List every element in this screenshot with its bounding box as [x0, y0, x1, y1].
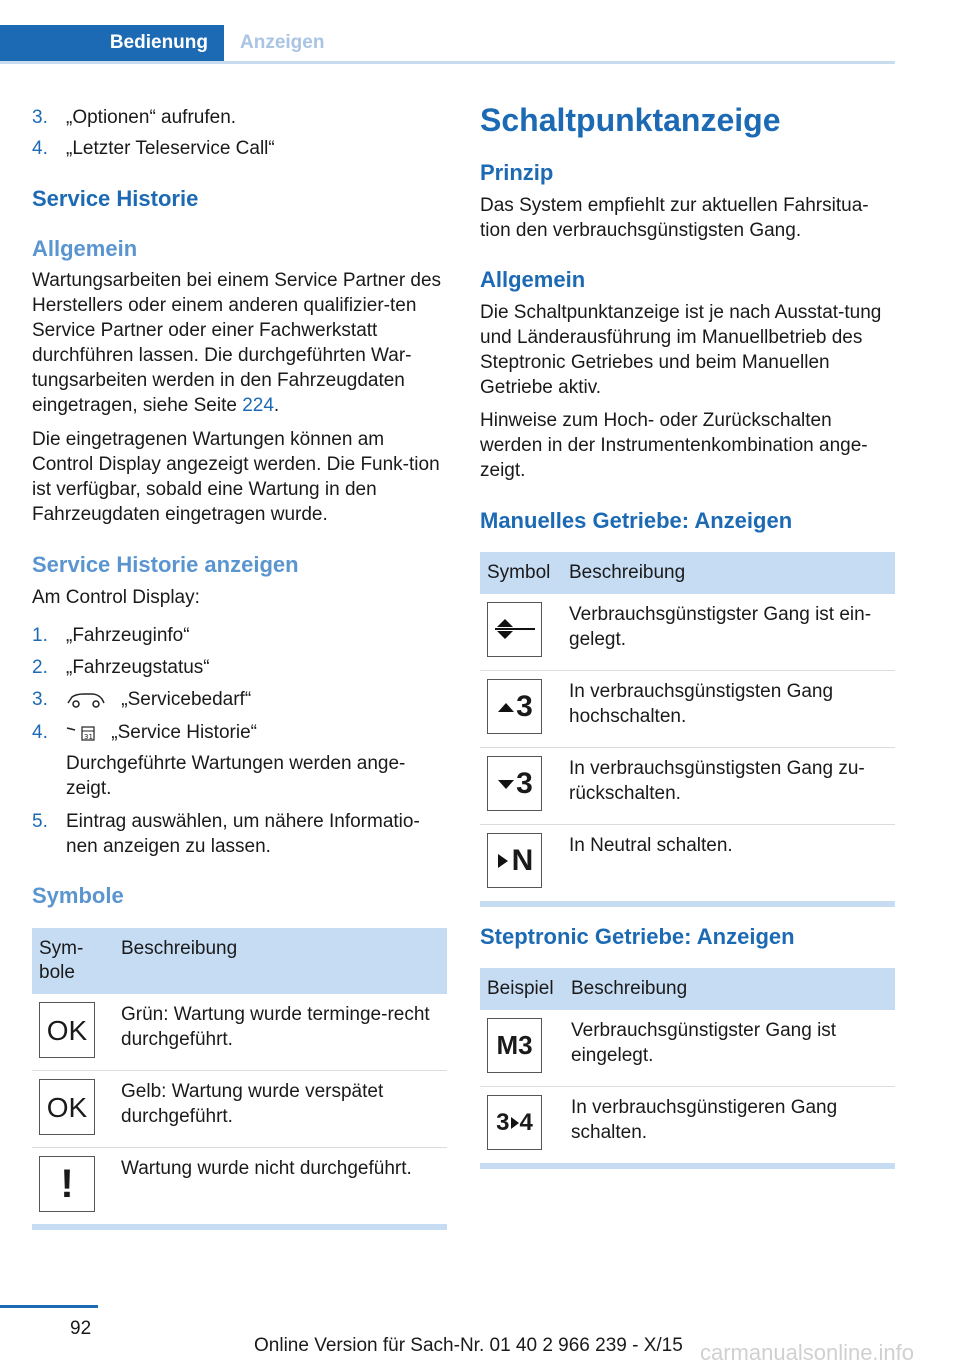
- manuell-heading: Manuelles Getriebe: Anzeigen: [480, 508, 793, 533]
- table-cell: In Neutral schalten.: [562, 825, 895, 905]
- table-cell: Verbrauchsgünstigster Gang ist eingelegt.: [564, 1010, 895, 1087]
- table-header: Symbol: [480, 552, 562, 594]
- table-cell: In verbrauchsgünstigsten Gang hochschalten.: [562, 671, 895, 748]
- table-row: [480, 671, 895, 748]
- table-header: Beispiel: [480, 968, 564, 1010]
- online-version-text: Online Version für Sach-Nr. 01 40 2 966 239 - X/15: [254, 1335, 683, 1356]
- step-number: 3.: [32, 689, 48, 710]
- table-row: [32, 1148, 447, 1228]
- prinzip-heading: Prinzip: [480, 160, 554, 185]
- table-cell: Grün: Wartung wurde terminge-recht durchgeführt.: [114, 994, 447, 1071]
- arrow-right-icon: [496, 852, 510, 870]
- table-cell: Wartung wurde nicht durchgeführt.: [114, 1148, 447, 1228]
- arrow-up-icon: [496, 700, 516, 714]
- calendar-service-icon: [66, 724, 98, 742]
- allgemein-heading: Allgemein: [32, 236, 138, 261]
- table-row: [32, 1071, 447, 1148]
- table-cell-symbol: [480, 1010, 564, 1087]
- watermark: carmanualsonline.info: [700, 1340, 915, 1365]
- gear-optimal-icon: [487, 602, 542, 657]
- prinzip-text: Das System empfiehlt zur aktuellen Fahrsitua-tion den verbrauchsgünstigsten Gang.: [480, 195, 869, 241]
- allgemein-paragraph-2: Die eingetragenen Wartungen können am Control Display angezeigt werden. Die Funk-tion ist verfügbar, sobald eine Wartung in den Fahrzeugdaten eingetragen wurde.: [32, 429, 440, 525]
- step-number: 2.: [32, 657, 48, 678]
- shift-down-icon: 3: [487, 756, 542, 811]
- table-cell-symbol: [32, 1071, 114, 1148]
- list-text: „Optionen“ aufrufen.: [66, 107, 237, 128]
- table-row: [480, 825, 895, 905]
- warning-exclamation-icon: !: [39, 1156, 95, 1212]
- table-row: [480, 1010, 895, 1087]
- ok-green-icon: OK: [39, 1002, 95, 1058]
- table-row: [480, 594, 895, 671]
- steptronic-table: [480, 968, 895, 1169]
- gear-change-icon: 3 4: [487, 1095, 542, 1150]
- anzeigen-intro: Am Control Display:: [32, 587, 200, 608]
- arrow-down-icon: [496, 777, 516, 791]
- table-header: Beschreibung: [564, 968, 895, 1010]
- arrow-right-icon: [510, 1116, 520, 1130]
- anzeigen-heading: Service Historie anzeigen: [32, 552, 299, 577]
- ok-yellow-icon: OK: [39, 1079, 95, 1135]
- allgemein-heading: Allgemein: [480, 267, 586, 292]
- page-number: 92: [70, 1318, 92, 1339]
- step-text: „Fahrzeuginfo“: [66, 625, 190, 646]
- tab-bedienung[interactable]: Bedienung: [0, 25, 224, 61]
- table-cell: Verbrauchsgünstigster Gang ist ein-gelegt.: [562, 594, 895, 671]
- allgemein-text: Wartungsarbeiten bei einem Service Partner des Herstellers oder einem anderen qualifizier-ten Service Partner oder einer Fachwerkstatt durchführen lassen. Die durchgeführten War-tungsarbeiten werden in den Fahrzeugdaten eingetragen, siehe Seite: [32, 270, 442, 416]
- table-cell: Gelb: Wartung wurde verspätet durchgeführt.: [114, 1071, 447, 1148]
- table-row: [480, 1087, 895, 1167]
- table-cell-symbol: [480, 594, 562, 671]
- step-text: Eintrag auswählen, um nähere Informatio-nen anzeigen zu lassen.: [66, 811, 420, 857]
- symbole-heading: Symbole: [32, 883, 124, 908]
- step-number: 4.: [32, 722, 48, 743]
- allgemein-paragraph: Wartungsarbeiten bei einem Service Partner des Herstellers oder einem anderen qualifizier-ten Service Partner oder einer Fachwerkstatt durchführen lassen. Die durchgeführten War-tungsarbeiten werden in den Fahrzeugdaten eingetragen, siehe Seite 224.: [32, 270, 442, 416]
- table-cell-symbol: [480, 671, 562, 748]
- step-number: 5.: [32, 811, 48, 832]
- step-text: „Fahrzeugstatus“: [66, 657, 210, 678]
- page-link[interactable]: 224: [242, 395, 274, 416]
- service-historie-heading: Service Historie: [32, 186, 199, 211]
- page-title: Schaltpunktanzeige: [480, 102, 781, 138]
- table-header: Beschreibung: [114, 928, 447, 994]
- table-cell-symbol: [480, 748, 562, 825]
- table-row: [32, 994, 447, 1071]
- table-row: [480, 748, 895, 825]
- table-header: Sym-bole: [32, 928, 114, 994]
- header-tabs: [0, 25, 895, 64]
- step-number: 1.: [32, 625, 48, 646]
- table-cell-symbol: [32, 994, 114, 1071]
- list-number: 3.: [32, 107, 48, 128]
- list-text: „Letzter Teleservice Call“: [66, 138, 275, 159]
- table-cell-symbol: [480, 1087, 564, 1167]
- manuell-table: [480, 552, 895, 907]
- tab-anzeigen[interactable]: Anzeigen: [240, 32, 325, 53]
- list-number: 4.: [32, 138, 48, 159]
- step-note: Durchgeführte Wartungen werden ange-zeigt.: [66, 753, 406, 799]
- allgemein-text-2: Hinweise zum Hoch- oder Zurückschalten werden in der Instrumentenkombination ange-zeigt.: [480, 410, 868, 481]
- table-header-row: [480, 552, 895, 594]
- table-header-row: [480, 968, 895, 1010]
- table-cell: In verbrauchsgünstigeren Gang schalten.: [564, 1087, 895, 1167]
- symbole-table: [32, 928, 447, 1230]
- svg-text:31: 31: [84, 732, 93, 741]
- gear-optimal-arrows-icon: [493, 615, 537, 645]
- neutral-icon: N: [487, 833, 542, 888]
- shift-up-icon: 3: [487, 679, 542, 734]
- step-text-with-icon: [66, 720, 446, 745]
- table-header-row: [32, 928, 447, 994]
- step-text: „Service Historie“: [111, 722, 257, 743]
- footer-rule: [0, 1305, 98, 1308]
- table-header: Beschreibung: [562, 552, 895, 594]
- car-service-icon: [66, 691, 106, 709]
- table-cell: In verbrauchsgünstigsten Gang zu-rückschalten.: [562, 748, 895, 825]
- table-cell-symbol: [480, 825, 562, 905]
- allgemein-text: Die Schaltpunktanzeige ist je nach Ausstat-tung und Länderausführung im Manuellbetrieb des Steptronic Getriebes und beim Manuellen Getriebe aktiv.: [480, 302, 882, 398]
- steptronic-heading: Steptronic Getriebe: Anzeigen: [480, 924, 795, 949]
- step-text: „Servicebedarf“: [121, 689, 252, 710]
- m3-icon: M3: [487, 1018, 542, 1073]
- step-text-with-icon: [66, 687, 446, 712]
- table-cell-symbol: [32, 1148, 114, 1228]
